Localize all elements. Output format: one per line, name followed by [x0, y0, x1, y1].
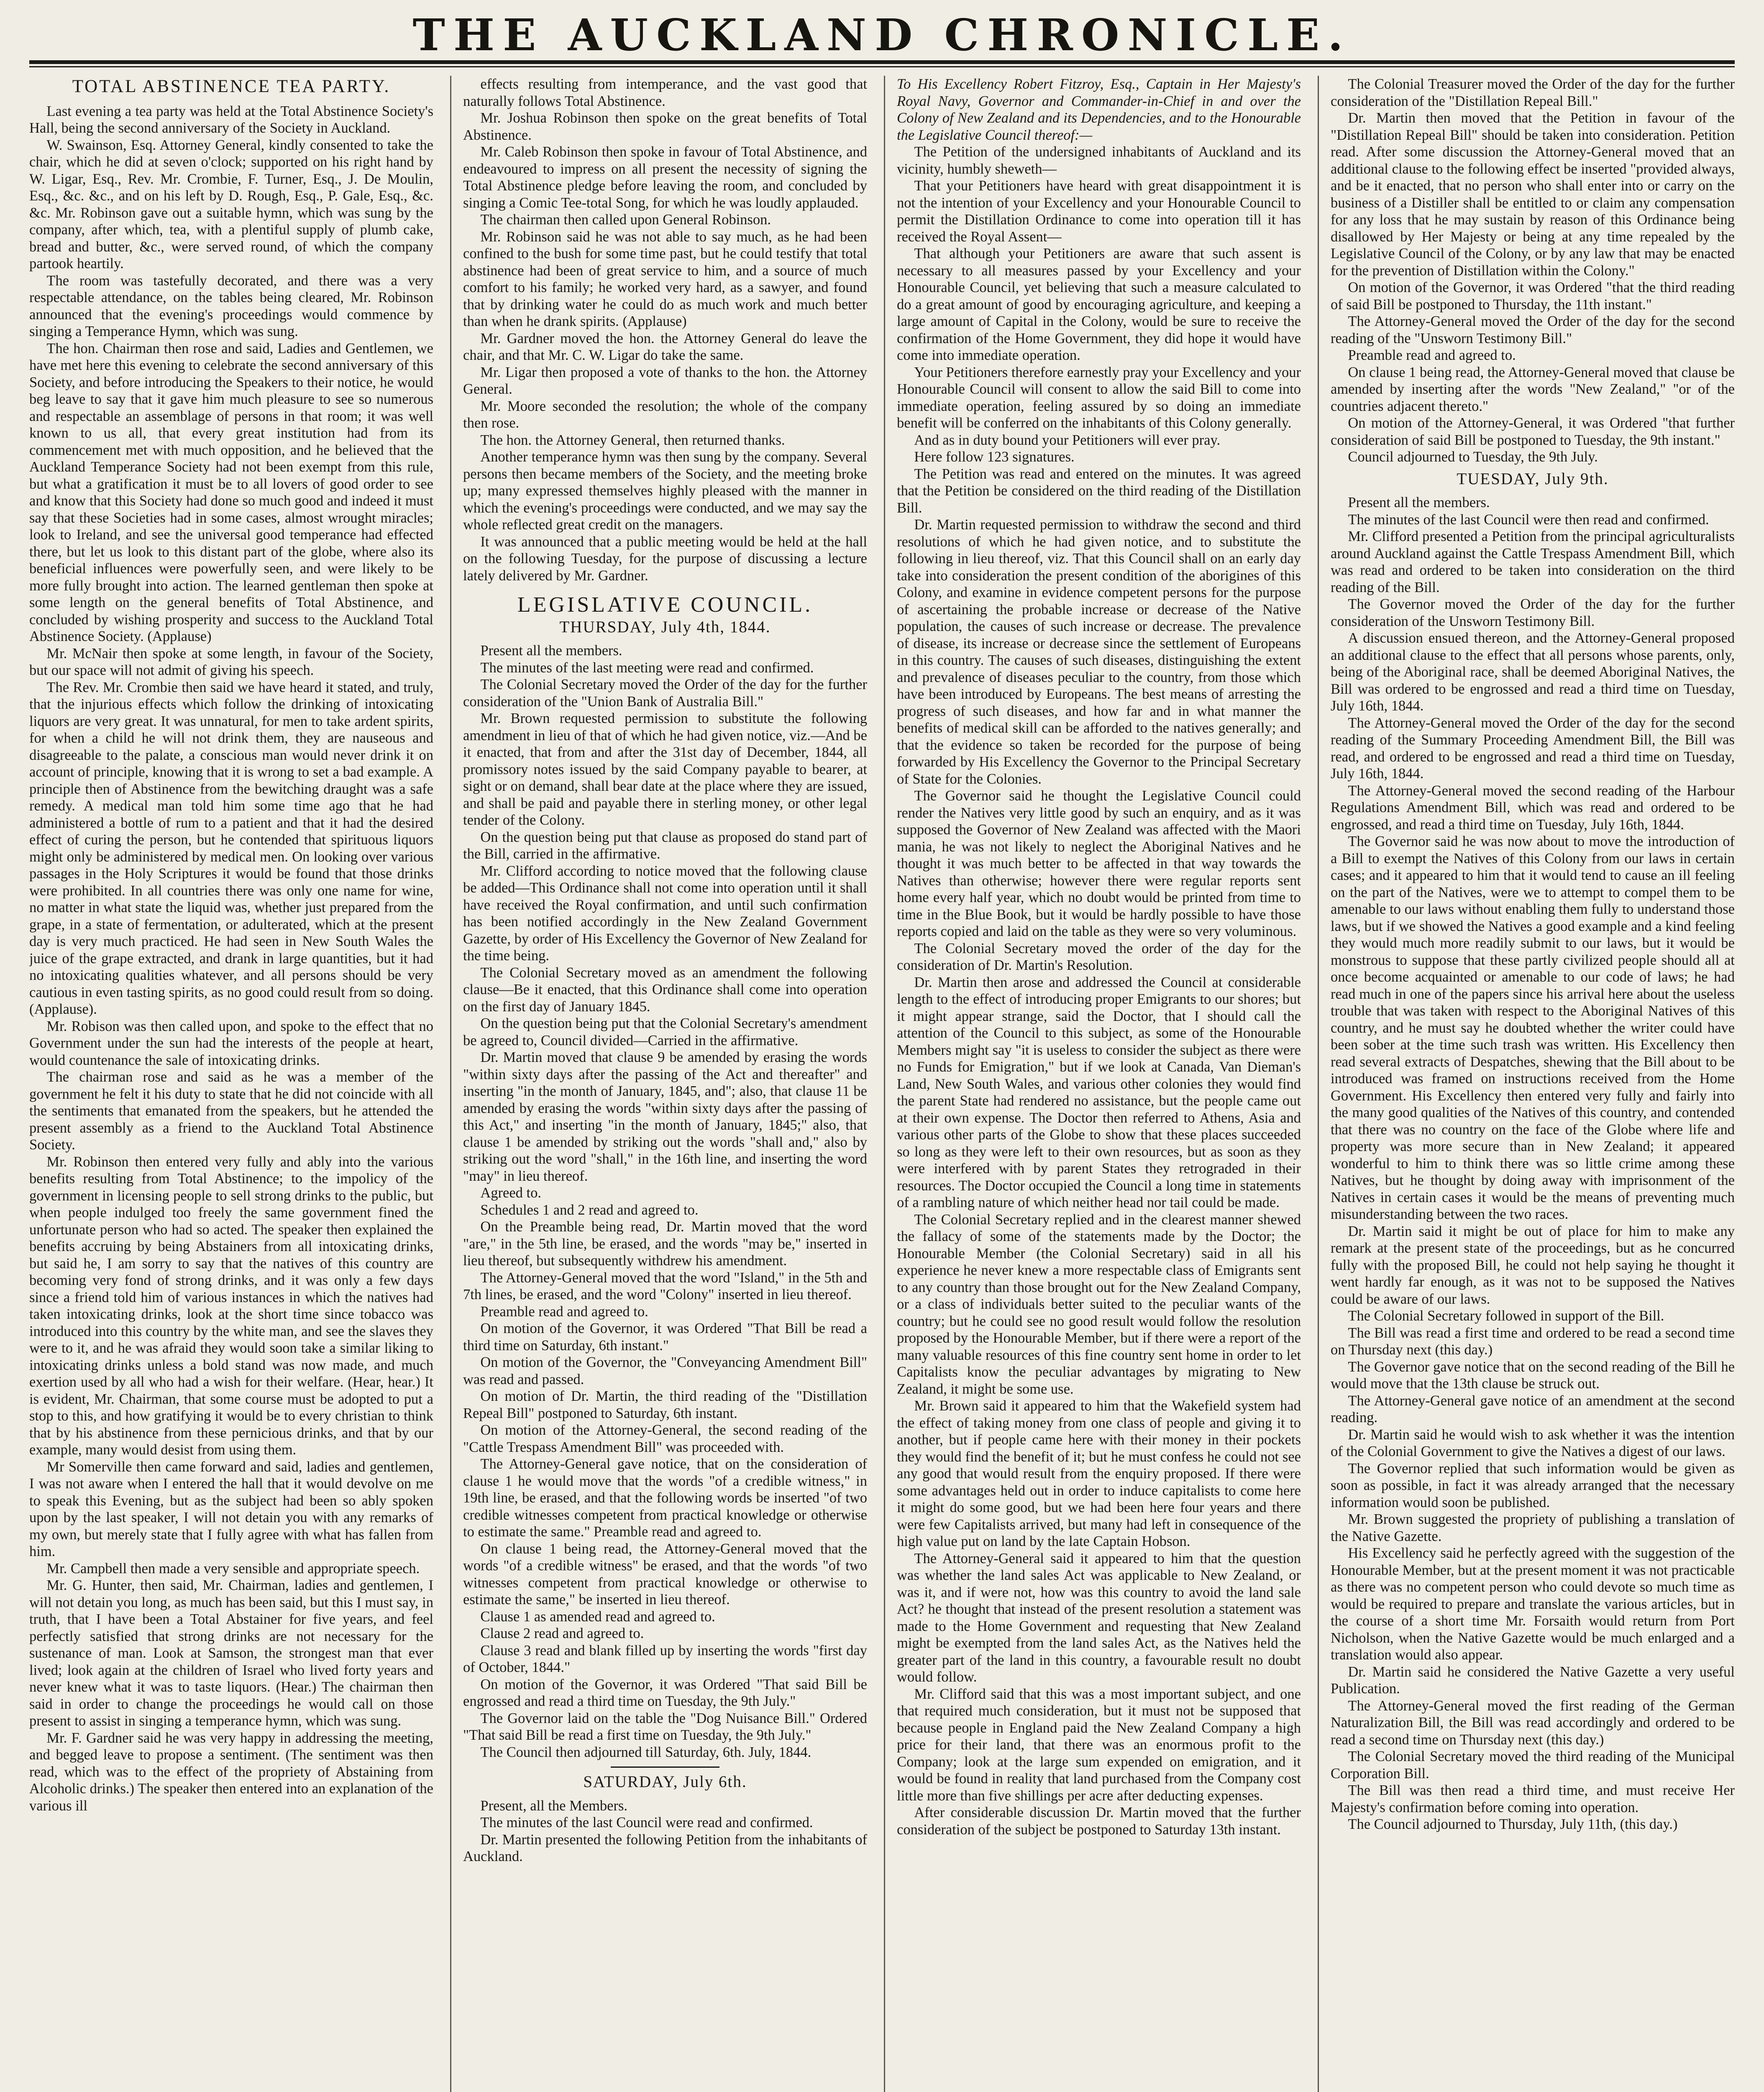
paragraph: effects resulting from intemperance, and the vast good that naturally follows Total Abstinence.	[463, 76, 867, 109]
paragraph: Your Petitioners therefore earnestly pray your Excellency and your Honourable Council will consent to allow the said Bill to come into immediate operation, feeling assured by so doing an immediate benefit will be conferred on the inhabitants of this Colony generally.	[897, 364, 1301, 431]
paragraph: Dr. Martin moved that clause 9 be amended by erasing the words "within sixty days after the passing of the Act and thereafter" and inserting "in the month of January, 1845, and"; also, that clause 11 be amended by erasing the words "within sixty days after the passing of this Act," and inserting "in the month of January, 1845;" also, that clause 1 be amended by striking out the words "shall and," also by striking out the word "shall," in the 16th line, and inserting the word "may" in lieu thereof.	[463, 1049, 867, 1184]
paragraph: The Attorney-General moved the Order of the day for the second reading of the "Unsworn Testimony Bill."	[1331, 313, 1735, 346]
article-heading: TOTAL ABSTINENCE TEA PARTY.	[72, 77, 391, 96]
paragraph: The Attorney-General moved the Order of the day for the second reading of the Summary Proceeding Amendment Bill, the Bill was read, and ordered to be engrossed and read a third time on Tuesday, July 16th, 1844.	[1331, 715, 1735, 782]
paragraph: Mr. Moore seconded the resolution; the whole of the company then rose.	[463, 398, 867, 431]
paragraph: And as in duty bound your Petitioners will ever pray.	[914, 432, 1221, 448]
paragraph: Another temperance hymn was then sung by the company. Several persons then became members of the Society, and the meeting broke up; many expressed themselves highly pleased with the manner in which the evening's proceedings were conducted, and we may say the whole reflected great credit on the managers.	[463, 449, 867, 533]
paragraph: Preamble read and agreed to.	[1348, 347, 1516, 363]
columns	[29, 76, 1735, 2092]
paragraph: Mr. Caleb Robinson then spoke in favour of Total Abstinence, and endeavoured to impress on all present the necessity of signing the Total Abstinence pledge before leaving the room, and concluded by singing a Comic Tee-total Song, for which he was loudly applauded.	[463, 144, 867, 211]
article-body	[29, 103, 433, 1815]
paragraph: The hon. the Attorney General, then returned thanks.	[480, 432, 785, 448]
paragraph: Present all the members.	[480, 643, 622, 659]
paragraph: The minutes of the last Council were then read and confirmed.	[1348, 511, 1709, 528]
paragraph: Dr. Martin then moved that the Petition in favour of the "Distillation Repeal Bill" should be taken into consideration. Petition read. After some discussion the Attorney-General moved that an additional clause to the following effect be inserted "provided always, and be it enacted, that no person who shall enter into or carry on the business of a Distiller shall be entitled to or claim any compensation for any loss that he may sustain by reason of this Ordinance being disallowed by Her Majesty or being at any time repealed by the Legislative Council of the Colony, or by any law that may be enacted for the prevention of Distillation within the Colony."	[1331, 110, 1735, 279]
paragraph: Mr Somerville then came forward and said, ladies and gentlemen, I was not aware when I entered the hall that it would devolve on me to speak this Evening, but as the subject had been so ably spoken upon by the last speaker, I will not detain you with any remarks of my own, but merely state that I fully agree with what has fallen from him.	[29, 1459, 433, 1559]
paragraph: Mr. McNair then spoke at some length, in favour of the Society, but our space will not admit of giving his speech.	[29, 645, 433, 678]
paragraph: Dr. Martin said he considered the Native Gazette a very useful Publication.	[1331, 1664, 1735, 1697]
paragraph: The Council then adjourned till Saturday, 6th. July, 1844.	[480, 1744, 812, 1760]
paragraph: Mr. G. Hunter, then said, Mr. Chairman, ladies and gentlemen, I will not detain you long, as much has been said, but this I must say, in truth, that I have been a Total Abstainer for five years, and feel perfectly satisfied that strong drinks are not necessary for the sustenance of man. Look at Samson, the strongest man that ever lived; look again at the children of Israel who lived forty years and never knew what it was to taste liquors. (Hear.) The chairman then said in order to change the proceedings he would call on those present to assist in singing a temperance hymn, which was sung.	[29, 1577, 433, 1729]
paragraph: The hon. Chairman then rose and said, Ladies and Gentlemen, we have met here this evening to celebrate the second anniversary of this Society, and before introducing the Speakers to their notice, he would beg leave to say that it gave him much pleasure to see so numerous and respectable an assemblage of persons in that room; it was well known to us all, that every great institution had from its commencement met with much opposition, and he believed that the Auckland Temperance Society had not been exempt from this rule, but what a gratification it must be to all lovers of good order to see and know that this Society had done so much good and indeed it must say that these Societies had in some cases, almost wrought miracles; look to Ireland, and see the universal good temperance had effected there, but let us look to this distant part of the globe, where also its beneficial influences were powerfully seen, and were likely to be more fully brought into action. The learned gentleman then spoke at some length on the general benefits of Total Abstinence, and concluded by wishing prosperity and success to the Auckland Total Abstinence Society. (Applause)	[29, 340, 433, 644]
paragraph: The Attorney-General gave notice of an amendment at the second reading.	[1331, 1392, 1735, 1425]
paragraph: Mr. Robison was then called upon, and spoke to the effect that no Government under the sun had the interests of the people at heart, would countenance the sale of intoxicating drinks.	[29, 1018, 433, 1068]
paragraph: Mr. Brown suggested the propriety of publishing a translation of the Native Gazette.	[1331, 1511, 1735, 1544]
paragraph: The Governor moved the Order of the day for the further consideration of the Unsworn Testimony Bill.	[1331, 596, 1735, 629]
paragraph: Clause 1 as amended read and agreed to.	[480, 1608, 715, 1625]
paragraph: His Excellency said he perfectly agreed with the suggestion of the Honourable Member, but at the present moment it was not practicable as there was no competent person who could devote so much time as would be required to prepare and translate the various articles, but in the course of a short time Mr. Forsaith would return from Port Nicholson, when the Native Gazette would be much enlarged and a translation would also appear.	[1331, 1545, 1735, 1663]
paragraph: Preamble read and agreed to.	[480, 1303, 648, 1320]
paragraph: Present all the members.	[1348, 495, 1490, 510]
petition-address: To His Excellency Robert Fitzroy, Esq., Captain in Her Majesty's Royal Navy, Governor and Commander-in-Chief in and over the Colony of New Zealand and its Dependencies, and to the Honourable the Legislative Council thereof:—	[897, 76, 1301, 143]
paragraph: That your Petitioners have heard with great disappointment it is not the intention of your Excellency and your Honourable Council to permit the Distillation Ordinance to come into operation till it has received the Royal Assent—	[897, 178, 1301, 245]
paragraph: Dr. Martin presented the following Petition from the inhabitants of Auckland.	[463, 1831, 867, 1864]
paragraph: The Colonial Secretary moved the Order of the day for the further consideration of the "Union Bank of Australia Bill."	[463, 677, 867, 710]
paragraph: On clause 1 being read, the Attorney-General moved that the words "of a credible witness" be erased, and that the words "of two witnesses competent from practical knowledge or otherwise to estimate the same," be inserted in lieu thereof.	[463, 1541, 867, 1607]
paragraph: On clause 1 being read, the Attorney-General moved that clause be amended by inserting after the words "New Zealand," "or of the countries adjacent thereto."	[1331, 364, 1735, 414]
paragraph: Clause 3 read and blank filled up by inserting the words "first day of October, 1844."	[463, 1642, 867, 1675]
paragraph: On motion of the Governor, it was Ordered "that the third reading of said Bill be postponed to Thursday, the 11th instant."	[1331, 279, 1735, 313]
paragraph: The minutes of the last Council were read and confirmed.	[480, 1815, 813, 1830]
paragraph: Mr. Robinson said he was not able to say much, as he had been confined to the bush for some time past, but he could testify that total abstinence had been of great service to him, and a source of much comfort to his family; he worked very hard, as a sawyer, and found that by drinking water he could do as much work and much better than when he drank spirits. (Applause)	[463, 228, 867, 329]
paragraph: The Attorney-General moved that the word "Island," in the 5th and 7th lines, be erased, and the word "Colony" inserted in lieu thereof.	[463, 1269, 867, 1302]
paragraph: Schedules 1 and 2 read and agreed to.	[480, 1202, 699, 1218]
paragraph: The Attorney-General gave notice, that on the consideration of clause 1 he would move that the words "of a credible witness," in 19th line, be erased, and that the following words be inserted "of two credible witnesses competent from practical knowledge or otherwise to estimate the same." Preamble read and agreed to.	[463, 1456, 867, 1540]
masthead: THE AUCKLAND CHRONICLE.	[412, 9, 1352, 61]
paragraph: Mr. Gardner moved the hon. the Attorney General do leave the chair, and that Mr. C. W. Ligar do take the same.	[463, 330, 867, 363]
section-divider	[611, 1766, 719, 1768]
paragraph: The Attorney-General moved the first reading of the German Naturalization Bill, the Bill was read accordingly and ordered to be read a second time on Thursday next (this day.)	[1331, 1697, 1735, 1748]
paragraph: The Council adjourned to Thursday, July 11th, (this day.)	[1348, 1816, 1678, 1832]
paragraph: On motion of the Governor, it was Ordered "That said Bill be engrossed and read a third time on Tuesday, the 9th July."	[463, 1676, 867, 1709]
paragraph: The Governor said he was now about to move the introduction of a Bill to exempt the Natives of this Colony from our laws in certain cases; and it appeared to him that it would tend to cause an ill feeling on the part of the Natives, were we to attempt to compel them to be amenable to our laws without enabling them fully to understand those laws, but if we showed the Natives a good example and a kind feeling they would much more readily submit to our laws, but it would be monstrous to suppose that these partly civilized people should all at once become acquainted or amenable to our code of laws; he had read much in one of the papers since his arrival here about the useless trouble that was taken with respect to the Aboriginal Natives of this country, and he must say he doubted whether the writer could have been sober at the time such trash was written. His Excellency then read several extracts of Despatches, shewing that the Bill about to be introduced was framed on instructions received from the Home Government. His Excellency then entered very fully and fairly into the many good qualities of the Natives of this country, and contended that there was no country on the face of the Globe where life and property was more secure than in New Zealand; it appeared wonderful to him to think there was so little crime among these Natives, but he thought by doing away with imprisonment of the Natives in certain cases it would be the means of preventing much misunderstanding between the two races.	[1331, 833, 1735, 1222]
paragraph: Mr. Joshua Robinson then spoke on the great benefits of Total Abstinence.	[463, 110, 867, 143]
paragraph: Mr. Campbell then made a very sensible and appropriate speech.	[46, 1560, 420, 1577]
paragraph: Here follow 123 signatures.	[914, 449, 1075, 465]
paragraph: The chairman rose and said as he was a member of the government he felt it his duty to state that he did not coincide with all the sentiments that emanated from the speakers, but he attended the present assembly as a friend to the Auckland Total Abstinence Society.	[29, 1069, 433, 1153]
paragraph: Dr. Martin said it might be out of place for him to make any remark at the present state of the proceedings, but as he concurred fully with the proposed Bill, he could not help saying he thought it went hardly far enough, as it was not to be supposed the Natives could be aware of our laws.	[1331, 1223, 1735, 1307]
council-proceedings	[463, 642, 867, 1761]
paragraph: The Attorney-General said it appeared to him that the question was whether the land sales Act was applicable to New Zealand, or was it, and if were not, how was this country to avoid the land sale Act? he thought that instead of the present resolution a statement was made to the Home Government and requesting that New Zealand might be exempted from the land sales Act, as the Natives held the greater part of the land in this country, a favourable result no doubt would follow.	[897, 1550, 1301, 1685]
paragraph: Council adjourned to Tuesday, the 9th July.	[1348, 449, 1598, 465]
paragraph: The Governor said he thought the Legislative Council could render the Natives very little good by such an enquiry, and as it was supposed the Governor of New Zealand was affected with the Maori mania, he was not likely to neglect the Aboriginal Natives and he thought it was much better to be affected in that way towards the Natives than otherwise; however there were regular reports sent home every half year, which no doubt would be printed from time to time in the Blue Book, but it would be hardly possible to have those reports copied and laid on the table as they were so very voluminous.	[897, 788, 1301, 939]
paragraph: A discussion ensued thereon, and the Attorney-General proposed an additional clause to the effect that all persons whose parents, only, being of the Aboriginal race, shall be deemed Aboriginal Natives, the Bill was ordered to be engrossed and read a third time on Tuesday, July 16th, 1844.	[1331, 630, 1735, 714]
masthead-rule	[29, 60, 1735, 67]
paragraph: The Petition was read and entered on the minutes. It was agreed that the Petition be considered on the third reading of the Distillation Bill.	[897, 466, 1301, 516]
paragraph: The Bill was then read a third time, and must receive Her Majesty's confirmation before coming into operation.	[1331, 1782, 1735, 1815]
paragraph: The Petition of the undersigned inhabitants of Auckland and its vicinity, humbly sheweth—	[897, 144, 1301, 177]
paragraph: The Colonial Secretary followed in support of the Bill.	[1348, 1308, 1664, 1324]
paragraph: The Governor gave notice that on the second reading of the Bill he would move that the 13th clause be struck out.	[1331, 1359, 1735, 1392]
paragraph: On motion of the Attorney-General, the second reading of the "Cattle Trespass Amendment Bill" was proceeded with.	[463, 1422, 867, 1455]
paragraph: On the question being put that clause as proposed do stand part of the Bill, carried in the affirmative.	[463, 829, 867, 862]
paragraph: The Rev. Mr. Crombie then said we have heard it stated, and truly, that the injurious effects which follow the drinking of intoxicating liquors are very great. It was unnatural, for men to take ardent spirits, for when a child he will not drink them, they are nauseous and disagreeable to the palate, a conscious man would never drink it on account of principle, knowing that it is wrong to set a bad example. A principle then of Abstinence from the bewitching draught was a safe remedy. A medical man told him some time ago that he had administered a bottle of rum to a patient and that it had the desired effect of curing the person, but he contended that spirituous liquors might only be administered by medical men. On looking over various passages in the Holy Scriptures it would be found that those drinks were prohibited. In all countries there was only one name for wine, no matter in what state the liquid was, whether just prepared from the grape, in a state of fermentation, or adulterated, which at the present day is very much practiced. He had seen in New South Wales the juice of the grape extracted, and drank in large quantities, but it had no intoxicating qualities whatever, and all persons should be very cautious in even tasting spirits, as no good could result from so doing. (Applause).	[29, 679, 433, 1017]
saturday-proceedings	[463, 1797, 867, 1865]
petition-proceedings	[897, 144, 1301, 1838]
paragraph: Mr. F. Gardner said he was very happy in addressing the meeting, and begged leave to propose a sentiment. (The sentiment was then read, which was to the effect of the propriety of Abstaining from Alcoholic drinks.) The speaker then entered into an explanation of the various ill	[29, 1730, 433, 1814]
paragraph: On the Preamble being read, Dr. Martin moved that the word "are," in the 5th line, be erased, and the words "may be," inserted in lieu thereof, but subsequently withdrew his amendment.	[463, 1219, 867, 1269]
paragraph: On motion of the Governor, it was Ordered "That Bill be read a third time on Saturday, 6th instant."	[463, 1320, 867, 1354]
column-1	[29, 76, 433, 2092]
tuesday-heading: TUESDAY, July 9th.	[1457, 469, 1609, 488]
tuesday-proceedings	[1331, 494, 1735, 1833]
paragraph: Mr. Clifford according to notice moved that the following clause be added—This Ordinance shall not come into operation until it shall have received the Royal confirmation, and until such confirmation has been notified accordingly in the New Zealand Government Gazette, by order of His Excellency the Governor of New Zealand for the time being.	[463, 863, 867, 964]
paragraph: W. Swainson, Esq. Attorney General, kindly consented to take the chair, which he did at seven o'clock; supported on his right hand by W. Ligar, Esq., Rev. Mr. Crombie, F. Turner, Esq., J. De Moulin, Esq., &c. &c., and on his left by D. Rough, Esq., P. Gale, Esq., &c. &c. Mr. Robinson gave out a suitable hymn, which was sung by the company, after which, tea, with a plentiful supply of plumb cake, bread and butter, &c., were served round, of which the company partook heartily.	[29, 137, 433, 272]
paragraph: The minutes of the last meeting were read and confirmed.	[480, 659, 814, 676]
saturday-heading: SATURDAY, July 6th.	[583, 1773, 747, 1791]
paragraph: Clause 2 read and agreed to.	[480, 1625, 644, 1641]
paragraph: The Bill was read a first time and ordered to be read a second time on Thursday next (this day.)	[1331, 1325, 1735, 1358]
paragraph: The Colonial Treasurer moved the Order of the day for the further consideration of the "Distillation Repeal Bill."	[1331, 76, 1735, 109]
paragraph: It was announced that a public meeting would be held at the hall on the following Tuesday, for the purpose of discussing a lecture lately delivered by Mr. Gardner.	[463, 533, 867, 584]
paragraph: Mr. Clifford said that this was a most important subject, and one that required much consideration, but it must not be supposed that because people in England paid the New Zealand Company a high price for their land, that there was an enormous profit to the Company; look at the large sum expended on emigration, and it would be found in reality that land purchased from the Company cost little more than five shillings per acre after deducting expenses.	[897, 1686, 1301, 1804]
paragraph: The Governor replied that such information would be given as soon as possible, in fact it was already arranged that the necessary information would soon be published.	[1331, 1460, 1735, 1510]
column-2	[450, 76, 867, 2092]
paragraph: Dr. Martin then arose and addressed the Council at considerable length to the effect of introducing proper Emigrants to our shores; but it might appear strange, said the Doctor, that I should call the attention of the Council to this subject, as some of the Honourable Members might say "it is useless to consider the subject as there were no Funds for Emigration," but if we look at Canada, Van Dieman's Land, New South Wales, and various other colonies they would find the parent State had rendered no assistance, but the people came out at their own expense. The Doctor then referred to Athens, Asia and various other parts of the Globe to show that these places succeeded so long as they were left to their own resources, but as soon as they were interfered with by parent States they retrograded in their resources. The Doctor occupied the Council a long time in statements of a rambling nature of which neither head nor tail could be made.	[897, 974, 1301, 1210]
paragraph: The Colonial Secretary moved the order of the day for the consideration of Dr. Martin's Resolution.	[897, 940, 1301, 973]
council-heading: LEGISLATIVE COUNCIL.	[517, 593, 813, 617]
paragraph: Present, all the Members.	[480, 1797, 628, 1814]
paragraph: The Colonial Secretary moved as an amendment the following clause—Be it enacted, that this Ordinance shall come into operation on the first day of January 1845.	[463, 964, 867, 1015]
paragraph: On the question being put that the Colonial Secretary's amendment be agreed to, Council divided—Carried in the affirmative.	[463, 1015, 867, 1049]
paragraph: Dr. Martin said he would wish to ask whether it was the intention of the Colonial Government to give the Natives a digest of our laws.	[1331, 1426, 1735, 1459]
paragraph: The chairman then called upon General Robinson.	[480, 212, 771, 228]
paragraph: Last evening a tea party was held at the Total Abstinence Society's Hall, being the second anniversary of the Society in Auckland.	[29, 103, 433, 136]
article-body-continued	[463, 76, 867, 584]
paragraph: Mr. Brown said it appeared to him that the Wakefield system had the effect of taking money from one class of people and giving it to another, but if people came here with their money in their pockets they would find the benefit of it; but he must confess he could not see any good that would result from the enquiry proposed. If there were some advantages held out in order to induce capitalists to come here it might do some good, but we had been here four years and there were few Capitalists arrived, but many had left in consequence of the high value put on land by the late Captain Hobson.	[897, 1398, 1301, 1549]
paragraph: Mr. Clifford presented a Petition from the principal agriculturalists around Auckland against the Cattle Trespass Amendment Bill, which was read and ordered to be taken into consideration on the third reading of the Bill.	[1331, 528, 1735, 595]
paragraph: The Colonial Secretary moved the third reading of the Municipal Corporation Bill.	[1331, 1748, 1735, 1782]
paragraph: Agreed to.	[480, 1185, 542, 1201]
paragraph: That although your Petitioners are aware that such assent is necessary to all measures passed by your Excellency and your Honourable Council, yet believing that such a measure calculated to do a great amount of good by encouraging agriculture, and keeping a large amount of Capital in the Colony, would be sure to receive the confirmation of the Home Government, they did hope it would have come into immediate operation.	[897, 246, 1301, 363]
paragraph: On motion of Dr. Martin, the third reading of the "Distillation Repeal Bill" postponed to Saturday, 6th instant.	[463, 1388, 867, 1421]
paragraph: After considerable discussion Dr. Martin moved that the further consideration of the subject be postponed to Saturday 13th instant.	[897, 1805, 1301, 1838]
paragraph: The Governor laid on the table the "Dog Nuisance Bill." Ordered "That said Bill be read a first time on Tuesday, the 9th July."	[463, 1710, 867, 1743]
paragraph: Mr. Robinson then entered very fully and ably into the various benefits resulting from Total Abstinence; to the impolicy of the government in licensing people to sell strong drinks to the public, but when people indulged too freely the same government fined the unfortunate person who had so acted. The speaker then explained the benefits accruing by being Abstainers from all intoxicating drinks, but said he, I am sorry to say that the natives of this country are becoming very fond of strong drinks, and it was only a few days since a friend told him of various instances in which the natives had taken intoxicating drinks, look at the short time since tobacco was introduced into this country by the white man, and see the slaves they were to it, and he was afraid they would soon take a similar liking to intoxicating drinks unless a bold stand was now made, and much exertion used by all who had a wish for their welfare. (Hear, hear.) It is evident, Mr. Chairman, that some course must be adopted to put a stop to this, and how gratifying it would be to every christian to think that by his abstinence from these pernicious drinks, and that by our example, many would desist from using them.	[29, 1154, 433, 1458]
column-4	[1318, 76, 1735, 2092]
date-heading: THURSDAY, July 4th, 1844.	[559, 618, 771, 636]
paragraph: On motion of the Governor, the "Conveyancing Amendment Bill" was read and passed.	[463, 1354, 867, 1387]
proceedings-continued	[1331, 76, 1735, 466]
column-3	[884, 76, 1301, 2092]
paragraph: Mr. Ligar then proposed a vote of thanks to the hon. the Attorney General.	[463, 364, 867, 397]
paragraph: The Attorney-General moved the second reading of the Harbour Regulations Amendment Bill, which was read and ordered to be engrossed, and read a third time on Tuesday, July 16th, 1844.	[1331, 782, 1735, 833]
paragraph: On motion of the Attorney-General, it was Ordered "that further consideration of said Bill be postponed to Tuesday, the 9th instant."	[1331, 415, 1735, 448]
paragraph: Dr. Martin requested permission to withdraw the second and third resolutions of which he had given notice, and to substitute the following in lieu thereof, viz. That this Council shall on an early day take into consideration the present condition of the aborigines of this Colony, and examine in evidence competent persons for the purpose of ascertaining the probable increase or decrease of the Native population, the causes of such increase or decrease. The prevalence of disease, its increase or decrease since the settlement of Europeans in this country. The causes of such diseases, distinguishing the extent and prevalence of diseases peculiar to the country, from those which have been introduced by Europeans. The best means of arresting the progress of such diseases, and how far and in what manner the benefits of medical skill can be afforded to the natives generally; and that the evidence so taken be recorded for the purpose of being forwarded by His Excellency the Governor to the Principal Secretary of State for the Colonies.	[897, 517, 1301, 787]
paragraph: The room was tastefully decorated, and there was a very respectable attendance, on the tables being cleared, Mr. Robinson announced that the evening's proceedings would commence by singing a Temperance Hymn, which was sung.	[29, 272, 433, 339]
paragraph: The Colonial Secretary replied and in the clearest manner shewed the fallacy of some of the statements made by the Doctor; the Honourable Member (the Colonial Secretary) said in all his experience he never knew a more respectable class of Emigrants sent to any country than those brought out for the New Zealand Company, or a class of individuals better suited to the peculiar wants of the country; but he could see no good result would follow the resolution proposed by the Honourable Member, but if there were a report of the many valuable resources of this fine country sent home in order to let Capitalists know the peculiar advantages by migrating to New Zealand, it might be some use.	[897, 1211, 1301, 1397]
paragraph: Mr. Brown requested permission to substitute the following amendment in lieu of that of which he had given notice, viz.—And be it enacted, that from and after the 31st day of December, 1844, all promissory notes issued by the said Company payable to bearer, at sight or on demand, shall bear date at the place where they are issued, and shall be paid and payable there in sterling money, or other legal tender of the Colony.	[463, 710, 867, 828]
